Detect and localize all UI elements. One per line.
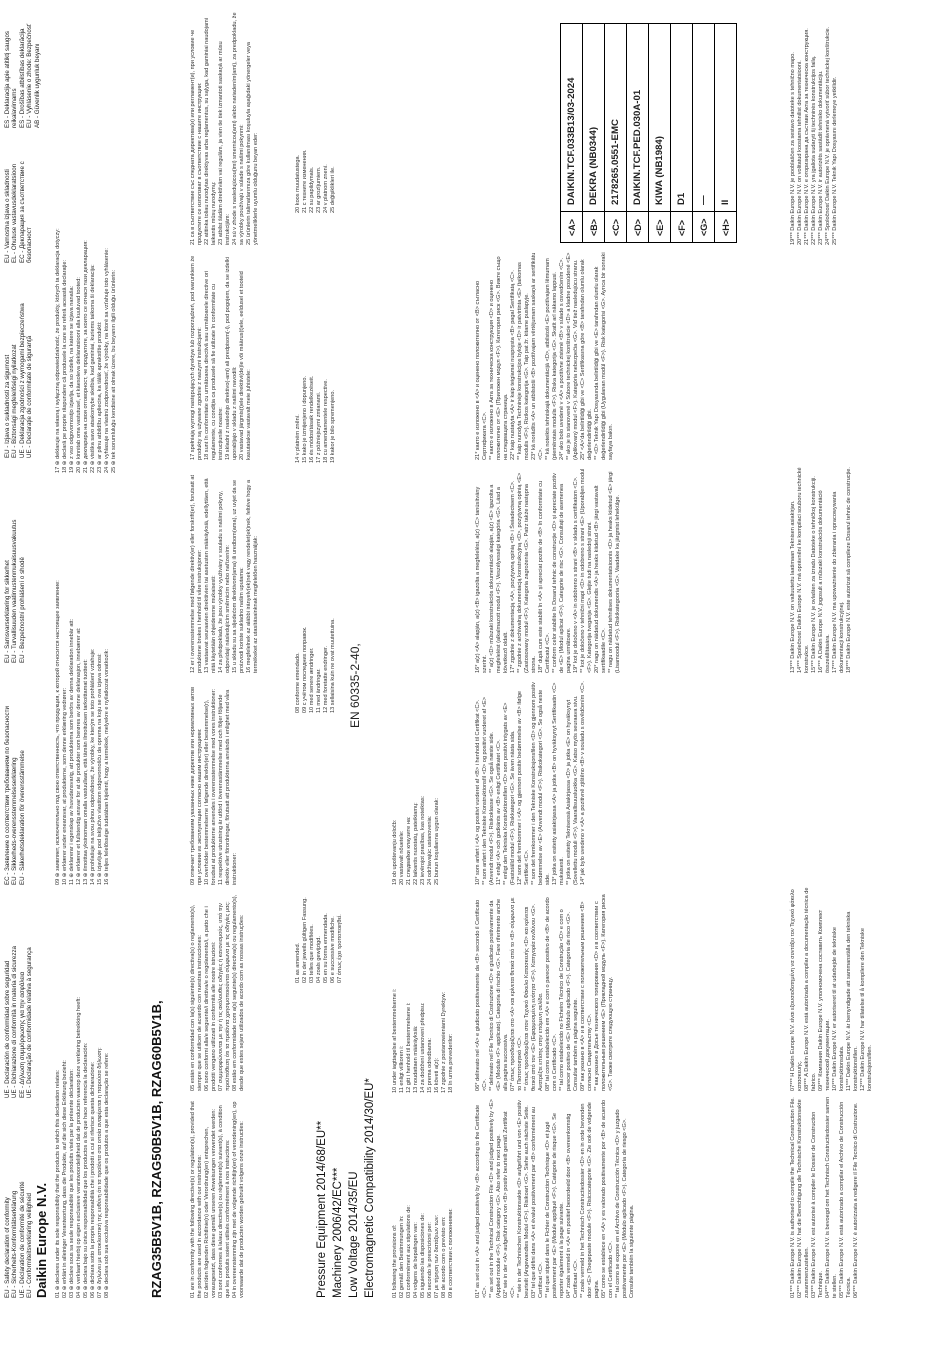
table-row xyxy=(561,24,583,243)
table-value: DAIKIN.TCF.PED.030A-01 xyxy=(627,24,649,212)
table-key: <A> xyxy=(561,212,583,243)
header-col-6: EU - Varnostna izjava o skladnosti EL - Ohutusе vastavusdeklaratsioon ЕС - Декларация за съответствие с безопасност xyxy=(4,161,34,263)
conformity-d: 12 er i overensstemmelse med følgende direktiv(er) eller forskrift(er), forutsatt at produktene brukes i henhold til våre instruksjoner: 13 vastaavat seuraavien direktiivien tai asetusten määräyksiä, edellyttäen, että niitä käytetään ohjeidemme mukaisesti: 14 za předpokladu, že jsou výrobky využívány v souladu s našimi pokyny, odpovídají následujícím směrnicím nebo nařízením: 15 u skladu su sa sljedećom direktivom(ama) ili uredbom(ama), uz uvjet da se proizvodi koriste sukladno našim uputama: 16 megfelelnek az alábbi irányelv(ek)nek vagy rendelet(ek)nek, feltéve hogy a termékeket az utasításainknak megfelelően használják: xyxy=(190,474,259,673)
notes-d: 16* a(z) <A> alapján, a(z) <B> igazolta a megfelelést, a(z) <C> tanúsítvány szerint. ** a(z) <D> műszaki konstrukciós dokumentáció alapján, a(z) <E> igazolta a megfelelést (alkalmazott modul <F>). Veszélyességi kategória <G>. Lásd a következő oldalt. 17* zgodnie z dokumentacją <A>, pozytywną opinią <B> i Świadectwem <C>. ** zgodnie z archiwalną dokumentacją konstrukcyjną <D>, pozytywną opinią <E> (Zastosowany moduł <F>). Kategoria zagrożenia <G>. Patrz także następna strona. 18* după cum este stabilit în <A> și apreciat pozitiv de <B> în conformitate cu Certificatul <C>. ** conform celor stabilite în Dosarul tehnic de construcție <D> și apreciate pozitiv de <E> (Modul aplicat <F>). Categorie de risc <G>. Consultați de asemenea pagina următoare. 19* kot je določeno v <A> in odobreno s strani <B> v skladu s certifikatom <C>. ** kot je določeno v tehnični mapi <D> in odobreno s strani <E> (Uporabljen modul <F>). Kategorija tveganja <G>. Glejte tudi na naslednji strani. 20* nagu on näidatud dokumendis <A> ja heaks kiidetud <B> järgi vastavalt sertifikaadile <C>. ** nagu on näidatud tehnilises dokumentatsioonis <D> ja heaks kiidetud <E> järgi (Lisamoodul <F>). Riskikategooria <G>. Vaadake ka järgmist lehekülge. xyxy=(475,468,621,673)
provisions-c: 19 ob upoštevanju določb: 20 vastavalt nõuetele: 21 следвайки клаузите на: 22 laikantis nuostatų, pateikiamų: 23 ievērojot prasības, kas noteiktas: 24 održiavajúc ustanovenia: 25 bunun koşullarına uygun olarak: xyxy=(392,795,440,885)
reference-table xyxy=(560,23,737,243)
directive-3: Low Voltage 2014/35/EU xyxy=(348,1171,360,1298)
authorized-a: 01*** Daikin Europe N.V. is authorised to compile the Technical Construction File. 02*** Daikin Europe N.V. hat die Berechtigung die Technische Konstruktionsakte zusammenzustellen. 03*** Daikin Europe N.V. est autorisé à compiler le Dossier de Construction Technique. 04*** Daikin Europe N.V. is bevoegd om het Technisch Constructiedossier samen te stellen. 05*** Daikin Europe N.V. está autorizado a compilar el Archivo de Construcción Técnica. 06*** Daikin Europe N.V. è autorizzata a redigere il File Tecnico di Costruzione. xyxy=(790,1096,859,1298)
table-key: <D> xyxy=(627,212,649,243)
header-col-3: ЕС - Заявление о соответствии требованиям по безопасности EU - Sikkerheds-overensstemmelseserklæring EU - Säkerhetsdeklaration för överensstämmelse xyxy=(4,706,26,885)
notes-b: 06* delineato nel <A> e giudicato positivamente da <B> secondo il Certificato <C>. ** delineato nel File Tecnico di Costruzione <D> e giudicato positivamente da <E> (Modulo <F> applicato). Categoria di rischio <G>. Fare riferimento anche alla pagina successiva. 07* όπως προσδιορίζεται στο <A> και κρίνεται θετικά από το <B> σύμφωνα με το Πιστοποιητικό <C>. ** όπως προσδιορίζεται στον Τεχνικό Φάκελο Κατασκευής <D> και κρίνεται θετικά από τον <E> (Εφαρμοσμένη ενότητα <F>). Κατηγορία κινδύνου <G>. Ανατρέξτε επίσης στην επόμενη σελίδα. 08* tal como estabelecido em <A> e com o parecer positivo de <B> de acordo com o Certificado <C>. ** tal como estabelecido no Ficheiro Técnico de Construção <D> e com o parecer positivo de <E> (Módulo aplicado <F>). Categoria de risco <G>. Consultar também a página seguinte. 09* как указано в <A> и в соответствии с положительным решением <B> согласно Свидетельству <C>. ** как указано в Досье технического топирования <D> и в соответствии с положительным решением <E> (Прикладной модуль <F>). Категория риска <G>. Также смотрите следующую страницу. xyxy=(475,894,614,1091)
models: RZAG35B5V1B, RZAG50B5V1B, RZAG60B5V1B, xyxy=(149,1000,164,1298)
as-amended-d: 20 koos muudatustega. 21 с техните изменения. 22 su papildymais. 23 ar grozījumiem. 24 v platnom znení. 25 değişiklikleri ile. xyxy=(295,149,336,213)
company-name: Daikin Europe N.V. xyxy=(34,1182,49,1298)
conformity-c: 09 отвечает требованиям указанных ниже директив или нормативных актов при условии их эксплуатации согласно нашим инструкциям: 10 overholder bestemmelserne i følgende direktiv(er) eller bestemmelse(r), forudsat at produkterne anvendes i overensstemmelse med vores instruktioner: 11 respektive utrustning är utförd i överensstämmelse med och följer följande direktiv eller förordningar, förutsatt att produkterna används i enlighet med våra instruktioner: xyxy=(190,686,238,885)
as-amended-a: 01 as amended. 02 in der jeweils gültigen Fassung. 03 telles que modifiées. 04 zoals gewijzigd. 05 en su forma enmendada. 06 e successive modifiche. 07 όπως έχει τροποποιηθεί. xyxy=(295,897,343,983)
directive-2: Machinery 2006/42/EC*** xyxy=(332,1167,344,1298)
table-row xyxy=(605,24,627,243)
standard: EN 60335-2-40, xyxy=(348,643,362,728)
provisions-a: 01 following the provisions of: 02 gemäß den Bestimmungen in: 03 conformément aux stipulations de: 04 volgens de bepalingen van: 05 siguiendo las disposiciones de: 06 secondo le prescrizioni per: 07 με τήρηση των διατάξεων των: 08 de acordo com o previsto em: 09 в соответствии с положениями: xyxy=(392,1205,454,1298)
authorized-b: 07*** Η Daikin Europe N.V. είναι εξουσιοδοτημένη να συντάξει τον Τεχνικό φάκελο κατασκευής. 08*** A Daikin Europe N.V. está autorizada a compilar a documentação técnica de fabrico. 09*** Компания Daikin Europe N.V. уполномочена составить Комплект технической документации. 10*** Daikin Europe N.V. er autoriseret til at udarbejde de tekniske konstruktionsdata. 11*** Daikin Europe N.V. är bemyndigade att sammanställa den tekniska konstruktionsfilen. 12*** Daikin Europe N.V. har tillatelse til å kompilere den Tekniske konstruksjonsfilen. xyxy=(790,887,873,1091)
table-row xyxy=(671,24,693,243)
notes-a: 01* as set out in <A> and judged positively by <B> according to the Certificate <C>. ** as set out in the Technical Construction File <D> and judged positively by <E> (Applied module <F>). Risk category <G>. Also refer to next page. 02* wie in der <A> aufgeführt und von <B> positiv beurteilt gemäß Zertifikat <C>. ** wie in der Technischen Konstruktionsakte <D> aufgeführt und von <E> positiv beurteilt (Angewandtes Modul <F>). Risikoart <G>. Siehe auch nächste Seite. 03* tel que défini dans <A> et évalué positivement par <B> conformément au Certificat <C>. ** tel que stipulé dans le Fichier de Construction Technique <D> et jugé positivement par <E> (Module appliqué <F>). Catégorie de risque <G>. Se reporter également à la page suivante. 04* zoals vermeld in <A> en positief beoordeeld door <B> overeenkomstig Certificaat <C>. ** zoals vermeld in het Technisch Constructiedossier <D> en in orde bevonden door <E> (Toegepaste module <F>). Risicocategorie <G>. Zie ook de volgende pagina. 05* como se establece en <A> y es valorado positivamente por <B> de acuerdo con el Certificado <C>. ** tal como se expone en el Archivo de Construcción Técnica <D> y juzgado positivamente por <E> (Módulo aplicado <F>). Categoría de riesgo <G>. Consulte también la siguiente página. xyxy=(475,1099,635,1298)
table-value: II xyxy=(715,24,737,212)
header-col-4: EU - Samsvarserklæring for sikkerhet EU - Turvallisuuden vaatimustenmukaisuusvakuutus EU - Bezpečnostní prohlášení o shodě xyxy=(4,519,26,663)
declares-block-b: 09 ⊕ заявляет, исключительно под свою ответственность, что продукция, к которой относится настоящее заявление: 10 ⊕ erklærer under eneansvar, at produkterne, som denne erklæring vedrører: 11 ⊕ deklarerar i egenskap av huvudansvarig, att produkterna som berörs av denna deklaration innebär att: 12 ⊕ erklærer et fullstendig ansvar for at de produkter som berøres av denne deklarasjon, innebærer at: 13 ⊕ ilmoittaa yksinomaan omalla vastuullaan, että tämän ilmoituksen tarkoittamat tuotteet: 14 ⊕ prohlašuje na svou plnou odpovědnost, že výrobky, ke kterým se toto prohlášení vztahuje: 15 ⊕ izjavljuje pod isključivo vlastitom odgovornošću da oprema na koju se ova izjava odnosi: 16 ⊕ teljes felelőssége tudatában kijelenti, hogy a termékek, melyekre e nyilatkozat vonatkozik: xyxy=(55,580,110,885)
notes-c: 10* som anført i <A> og positivt vurderet af <B> i henhold til Certifikat <C>. ** som anført i den Tekniske Konstruktionsfil <D> og positivt vurderet af <E> (Anvendt modul <F>). Risikoklasse <G>. Se også næste side. 11* enligt <A> och godkänts av <B> enligt Certifikatet <C>. ** enligt den Tekniska Konstruktionsfilen <D> som positivt intygats av <E> (Fastställd modul <F>). Riskkategori <G>. Se även nästa sida. 12* som det fremkommer i <A> og gjennom positiv bedømmelse av <B> ifølge Sertifikat <C>. ** som det fremkommer i den Tekniske Konstruksjonsfilen <D> og gjennom positiv bedømmelse av <E> (Anvendt modul <F>). Risikokategori <G>. Se også neste side. 13* jotka on esitetty asiakirjassa <A> ja jotka <B> on hyväksynyt Sertifikaatin <C> mukaisesti. ** jotka on esitetty Teknisessä Asiakirjassa <D> ja jotka <E> on hyväksynyt (Sovellettu moduli <F>). Vaarallisuusluokka <G>. Katso myös seuraava sivu. 14* jak bylo uvedeno v <A> a pozitivně zjištěno <B> v souladu s osvědčením <C>. xyxy=(475,681,586,885)
declares-block-a: 01 ⊕ declares under its sole responsibility that the products to which this declaration relates: 02 ⊕ erklärt in alleiniger Verantwortung, dass die Produkte, auf die sich diese Erklärung bezieht: 03 ⊕ déclare sous sa seule responsabilité que les produits visés par la présente déclaration: 04 ⊕ verklaart hierbij op eigen exclusieve verantwoordelijkheid dat de producten waarop deze verklaring betrekking heeft: 05 ⊕ declara bajo su única responsabilidad que los productos a los que hace referencia la declaración: 06 ⊕ dichiara sotto la propria responsabilità che i prodotti a cui si riferisce questa dichiarazione: 07 ⊕ δηλώνει με αποκλειστική της ευθύνη ότι τα προϊόντα στα οποία αναφέρεται η παρούσα δήλωση: 08 ⊕ declara sob sua exclusiva responsabilidade que os produtos a que esta declaração se refere: xyxy=(55,996,110,1298)
table-row xyxy=(583,24,605,243)
header-col-5: EU - Izjava o sukladnosti za sigurnost EU - Biztonsági megfelelőségi nyilatkozat UE - Deklaracja zgodności z wymogami bezpieczeństwa UE - Declaraţie de conformitate de siguranţă xyxy=(4,303,34,458)
conformity-a: 01 are in conformity with the following directive(s) or regulation(s), provided that the products are used in accordance with our instructions: 02 der/den folgenden Richtlinie(n) oder Verordnung(en) entsprechen, vorausgesetzt, dass diese gemäß unseren Anweisungen verwendet werden: 03 sont conformes à la/aux directive(s) ou règlement(s) suivant(s), à condition que les produits soient utilisés conformément à nos instructions: 04 in overeenstemming zijn met de volgende richtlijn(en) of verordening(en), op voorwaarde dat de producten worden gebruikt volgens onze instructies: xyxy=(190,1101,245,1298)
authorized-c: 13*** Daikin Europe N.V. on valtuutettu laatimaan Teknisen asiakirjan. 14*** Společnost Daikin Europe N.V. má oprávnění ke kompilaci souboru technické konstrukce. 15*** Daikin Europe N.V. je ovlašten za izradu Datoteke o tehničkoj konstrukciji. 16*** A Daikin Europe N.V. jogosult a műszaki konstrukciós dokumentáció összeállítására. 17*** Daikin Europe N.V. ma upoważnienie do zbierania i opracowywania dokumentacji konstrukcyjnej. 18*** Daikin Europe N.V. este autorizat să compileze Dosarul tehnic de construcție. xyxy=(790,467,852,673)
as-amended-b: 08 conforme emendado. 09 с учётом последних поправок. 10 med senere ændringer. 11 med ändringar. 12 med foretatte endringer. 13 sellaisina kuin ne ovat muutettuina. xyxy=(295,618,336,713)
table-value: D1 xyxy=(671,24,693,212)
header-col-1: EU - Safety declaration of conformity EU - Sicherheits-Konformitätserklärung UE - Déclaration de conformité de sécurité EU - Conformiteitsverklaring veiligheid xyxy=(4,1181,34,1298)
header-col-2: UE - Declaración de conformidad sobre seguridad UE - Dichiarazione di conformità in materia di sicurezza ΕΕ - Δήλωση συμμόρφωσης για την ασφάλεια UE - Declaração de conformidade relativa à segurança xyxy=(4,946,34,1098)
declares-block-c: 17 ⊕ deklaruje na własną i wyłączną odpowiedzialność, że produkty, których ta deklaracja dotyczy: 18 ⊕ declară pe proprie răspundere că produsele la care se referă această declaraţie: 19 ⊕ z vso odgovornostjo izjavlja, da so izdelki, na katere se izjava nanaša: 20 ⊕ kinnitab oma vastutusel, et käesoleva deklaratsiooni alla kuuluvad tooted: 21 ⊕ декларира на своя отговорност, че продуктите, за които се отнася тази декларация: 22 ⊕ visiška savo atsakomybe skelbia, kad gaminiai, kuriems taikoma ši deklaracija: 23 ⊕ ar pilnu atbildību apliecina, ka tālāk aprakstītie produkti: 24 ⊕ vyhlasuje na vlastnú zodpovednosť, že výrobky, na ktoré sa vzťahuje toto vyhlásenie: 25 ⊕ tek sorumluluğu kendisine ait olmak üzere, bu beyanın ilgili olduğu ürünlerin: xyxy=(55,228,117,473)
table-value: KIWA (NB1984) xyxy=(649,24,671,212)
conformity-b: 05 están en conformidad con la(s) siguiente(s) directiva(s) o reglamento(s), siempre que se utilicen de acuerdo con nuestras instrucciones: 06 sono conformi alla/e seguente/i direttiva/e o regolamento/i, a patto che i prodotti vengano utilizzati in conformità alle nostre istruzioni: 07 συμμορφώνονται με την ή τις ακόλουθες οδηγίες ή κανονισμούς, υπό την προϋπόθεση ότι τα προϊόντα χρησιμοποιούνται σύμφωνα με τις οδηγίες μας: 08 estão em conformidade com a(s) seguinte(s) directiva(s) ou regulamento(s), desde que estes sejam utilizados de acordo com as nossas instruções: xyxy=(190,894,245,1091)
table-key: <G> xyxy=(693,212,715,243)
authorized-d: 19*** Daikin Europe N.V. je pooblaščen za sestavo datoteke s tehnično mapo. 20*** Daikin Europe N.V. on volitatud koostama tehnilist dokumentatsiooni. 21*** Daikin Europe N.V. е оторизирана да състави Акта за техническа конструкция. 22*** Daikin Europe N.V. yra įgaliota sudaryti šį techninės konstrukcijos failą. 23*** Daikin Europe N.V. ir autorizēts sastādīt tehnisko dokumentāciju. 24*** Spoločnosť Daikin Europe N.V. je oprávnená vytvoriť súbor technickej konštrukcie. 25*** Daikin Europe N.V. Teknik Yapı Dosyasını derlemeye yetkilidir. xyxy=(790,26,838,245)
conformity-e: 17 spełniają wymogi następujących dyrektyw lub rozporządzeń, pod warunkiem że produkty są używane zgodnie z naszymi instrukcjami: 18 sunt în conformitate cu următoarea directivă sau următoarele directive ori regulamente, cu condiția ca produsele să fie utilizate în conformitate cu instrucțiunile noastre: 19 skladni z naslednjo direktivo(-ami) ali predpisom(-i), pod pogojem, da se izdelki uporabljajo v skladu z našimi navodili: 20 vastavad järgmis(t)ele direktiivi(de)le või määrus(t)ele, eeldusel et tooteid kasutatakse vastavalt meie juhistele: xyxy=(190,255,252,460)
table-key: <B> xyxy=(583,212,605,243)
table-row xyxy=(649,24,671,243)
table-value: DAIKIN.TCF.033B13/03-2024 xyxy=(561,24,583,212)
table-value: DEKRA (NB0344) xyxy=(583,24,605,212)
table-key: <F> xyxy=(671,212,693,243)
table-row xyxy=(627,24,649,243)
directive-1: Pressure Equipment 2014/68/EU** xyxy=(316,1120,328,1298)
directive-4: Electromagnetic Compatibility 2014/30/EU* xyxy=(364,1078,376,1298)
table-key: <H> xyxy=(715,212,737,243)
table-row xyxy=(715,24,737,243)
as-amended-c: 14 v platném znění. 15 kako je izmijenjeno i dopunjeno. 16 és módosításaik rendelkezéseit. 17 z późniejszymi zmianami. 18 cu amendamentele respective. 19 kakor je bilo spremenjeno. xyxy=(295,375,336,463)
provisions-b: 10 under iagttagelse af bestemmelserne i: 11 enligt villkoren i: 12 gitt i henhold til bestemmelsene i: 13 noudattaen määräyksiä: 14 za dodržení ustanovení předpisu: 15 prema odredbama: 16 követi a(z): 17 zgodnie z postanowieniami Dyrektyw: 18 în urma prevederilor: xyxy=(392,988,454,1093)
table-key: <C> xyxy=(605,212,627,243)
conformity-f: 21 са в съответствие със следната директива(и) или регламент(и), при условие че продуктите се използват в съответствие с нашите инструкции: 22 atitinka toliau nurodytas direktyvas arba reglamentus, su sąlyga, kad gaminiai naudojami laikantis mūsų nurodymų: 23 atbilst šādām direktīvām vai regulām, ja vien tie tiek izmantoti saskaņā ar mūsu instrukcijām: 24 sú v zhode s nasledujúcou(imi) smernicou(ami) alebo nariadením(ami), za predpokladu, že sa výrobky používajú v súlade s našimi pokynmi: 25 ürünlerin talimatlarımıza göre kullanılması koşuluyla aşağıdaki yönergeler veya yönetmeliklerle uyumlu olduğunu beyan eder: xyxy=(190,12,259,245)
table-row xyxy=(693,24,715,243)
notes-e: 21* както е изложено в <A> и оценено положително от <B> съгласно Сертификата <C>. ** както е изложено в Акта за техническа конструкция <D> и оценено положително от <E> (Приложен модул <F>). Категория риск <G>. Вижте също на следващата страница. 22* kaip nustatyta <A> ir kaip teigiamai nuspręsta <B> pagal Sertifikatą <C>. ** kaip nurodyta Techninėje konstrukcijos byloje <D> ir patvirtinta <E> (taikomas modulis <F>). Rizikos kategorija <G>. Taip pat žr. kitame puslapyje. 23* kā norādīts <A> un atbilstoši <B> pozitīvajam vērtējumam saskaņā ar sertifikātu <C>. ** kā noteikts tehniskajā dokumentācijā <D>, atbilstoši <E> pozitīvajam lēmumam (piemērotais modulis <F>). Riska kategorija <G>. Skatīt arī nākamo lappusi. 24* ako bolo uvedené v <A> a pozitívne zistené <B> v súlade s osvedčením <C>. ** ako je to stanovené v Súbore technickej konštrukcie <D> a kladne posúdené <E> (Aplikovaný modul <F>). Kategória nebezpečia <G>. Viď tiež nasledujúcu stranu. 25* <A>'da belirtildiği gibi ve <C> Sertifikasına göre <B> tarafından olumlu olarak değerlendirildiği gibi. ** <D> Teknik Yapı Dosyasında belirtildiği gibi ve <E> tarafından olumlu olarak değerlendirildiği gibi (Uygulanan modül <F>). Risk kategorisi <G>. Ayrıca bir sonraki sayfaya bakın. xyxy=(475,252,614,460)
table-value: 2178265.0551-EMC xyxy=(605,24,627,212)
header-col-7: ES - Deklaracija apie atitiktį saugos reikalavimams ES - Drošības atbilstības deklarācija EU - Vyhlásenie o zhode: Bezpečnosť AB - Güvenlik uygunluk beyanı xyxy=(4,23,41,128)
table-value: — xyxy=(693,24,715,212)
table-key: <E> xyxy=(649,212,671,243)
